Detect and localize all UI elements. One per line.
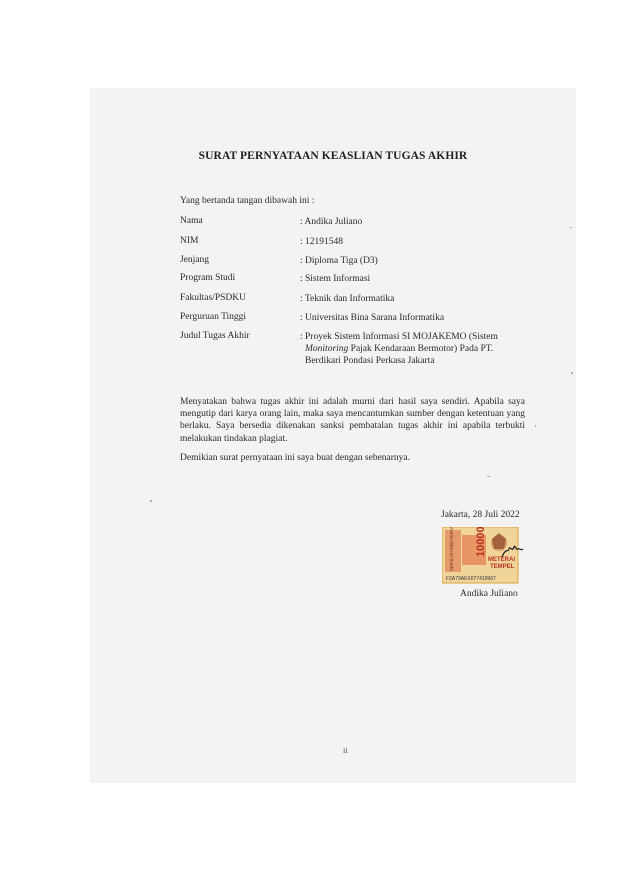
scan-speck	[571, 372, 573, 374]
page-number: ii	[343, 745, 348, 755]
field-value-fakultas: : Teknik dan Informatika	[300, 294, 395, 304]
field-label-jenjang: Jenjang	[180, 255, 210, 265]
stamp-serial: F3A79AKX077419967	[446, 576, 496, 582]
scan-speck	[570, 227, 572, 228]
field-value-judul	[300, 331, 525, 367]
judul-line-2	[300, 343, 525, 355]
field-value-nama: : Andika Juliano	[300, 217, 363, 227]
judul-line-2-rest: Pajak Kendaraan Bermotor) Pada PT.	[348, 344, 494, 354]
field-label-judul: Judul Tugas Akhir	[180, 331, 250, 341]
field-label-perguruan-tinggi: Perguruan Tinggi	[180, 312, 247, 322]
place-date: Jakarta, 28 Juli 2022	[441, 510, 520, 520]
judul-line-1: : Proyek Sistem Informasi SI MOJAKEMO (Sistem	[300, 332, 498, 342]
meterai-stamp	[442, 527, 524, 585]
field-value-program-studi: : Sistem Informasi	[300, 274, 371, 284]
field-value-nim: : 12191548	[300, 237, 344, 247]
statement-paragraph: Menyatakan bahwa tugas akhir ini adalah murni dari hasil saya sendiri. Apabila saya mengutip dari karya orang lain, maka saya mencantumkan sumber dengan ketentuan yang berlaku. Saya bersedia dikenakan sanksi pembatalan tugas akhir ini apabila terbukti melakukan tindakan plagiat.	[180, 397, 525, 444]
stamp-label-2: TEMPEL	[490, 564, 515, 570]
intro-text: Yang bertanda tangan dibawah ini :	[180, 196, 315, 206]
scan-speck	[487, 476, 490, 477]
field-value-jenjang: : Diploma Tiga (D3)	[300, 256, 378, 266]
stamp-side-text: SEPULUH RIBU RUPIAH	[449, 527, 454, 571]
field-label-fakultas: Fakultas/PSDKU	[180, 293, 246, 303]
judul-line-3: Berdikari Pondasi Perkasa Jakarta	[305, 356, 435, 366]
stamp-amount: 10000	[475, 527, 487, 557]
field-value-perguruan-tinggi: : Universitas Bina Sarana Informatika	[300, 313, 445, 323]
closing-paragraph: Demikian surat pernyataan ini saya buat dengan sebenarnya.	[180, 453, 411, 463]
judul-italic-term: Monitoring	[305, 344, 349, 354]
scan-speck	[150, 500, 152, 502]
field-label-nim: NIM	[180, 236, 199, 246]
signer-name: Andika Juliano	[460, 589, 518, 599]
stamp-label-1: METERAI	[488, 557, 515, 563]
field-label-program-studi: Program Studi	[180, 273, 236, 283]
meterai-stamp-graphic	[442, 527, 524, 585]
field-label-nama: Nama	[180, 216, 203, 226]
document-title: SURAT PERNYATAAN KEASLIAN TUGAS AKHIR	[198, 150, 468, 162]
scan-speck	[535, 425, 536, 427]
